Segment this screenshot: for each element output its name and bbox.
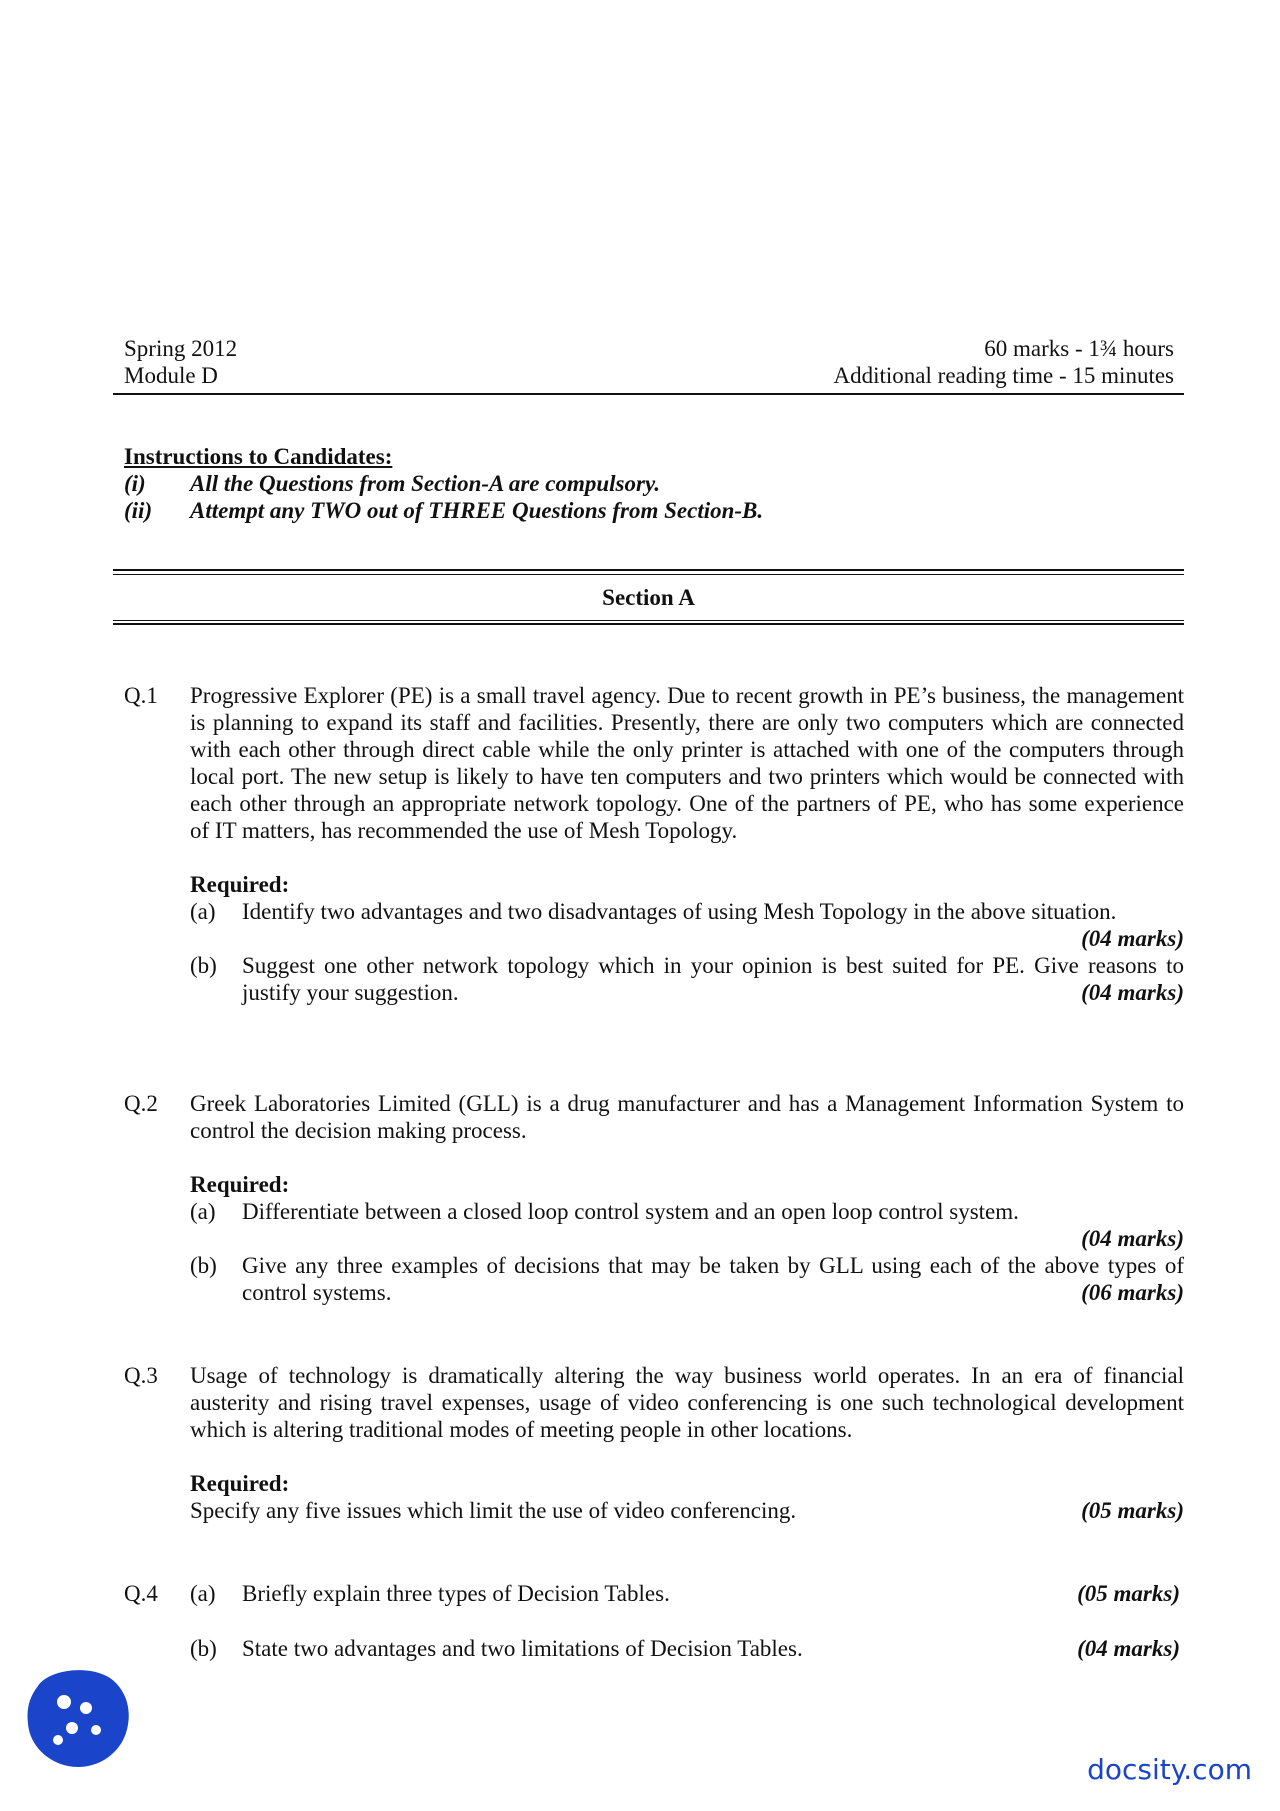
- header-divider: [113, 393, 1184, 395]
- term-label: Spring 2012: [124, 336, 238, 361]
- question-part: [124, 1198, 1184, 1252]
- header-left: [124, 335, 237, 389]
- part-label: (a): [190, 1199, 216, 1224]
- section-rule-bottom-thin: [113, 620, 1184, 621]
- instruction-item: [124, 497, 1184, 524]
- question-number: Q.2: [124, 1091, 158, 1116]
- part-text: State two advantages and two limitations of Decision Tables.: [242, 1636, 803, 1661]
- question-body: Greek Laboratories Limited (GLL) is a drug manufacturer and has a Management Information System to control the decision making process.: [190, 1091, 1184, 1143]
- part-marks: (04 marks): [1077, 1636, 1180, 1661]
- part-label: (a): [190, 899, 216, 924]
- section-rule-top: [113, 569, 1184, 571]
- part-text: Identify two advantages and two disadvantages of using Mesh Topology in the above situation.: [242, 899, 1117, 924]
- docsity-logo-icon: [18, 1658, 136, 1776]
- part-marks: (06 marks): [1081, 1280, 1184, 1305]
- part-label: (b): [190, 1636, 217, 1661]
- module-label: Module D: [124, 363, 218, 388]
- question-2: [124, 1090, 1184, 1306]
- instruction-text: All the Questions from Section-A are compulsory.: [190, 471, 661, 496]
- part-marks: (04 marks): [1081, 980, 1184, 1005]
- section-rule-bottom: [113, 623, 1184, 625]
- part-text: Differentiate between a closed loop control system and an open loop control system.: [242, 1199, 1019, 1224]
- question-part: [190, 1580, 1180, 1607]
- header-right: [834, 335, 1174, 389]
- required-label: Required:: [190, 872, 290, 897]
- question-4: [124, 1580, 1184, 1662]
- part-marks: (05 marks): [1077, 1581, 1180, 1606]
- instructions: [124, 443, 1184, 524]
- question-task: Specify any five issues which limit the use of video conferencing.: [190, 1498, 797, 1523]
- question-part: [190, 1635, 1180, 1662]
- part-text: Suggest one other network topology which in your opinion is best suited for PE. Give reasons to justify your suggestion.: [242, 953, 1184, 1005]
- question-part: [124, 952, 1184, 1006]
- docsity-brand[interactable]: docsity.com: [1087, 1753, 1252, 1786]
- required-label: Required:: [190, 1471, 290, 1496]
- part-marks: (04 marks): [1081, 1226, 1184, 1251]
- question-marks: (05 marks): [1081, 1498, 1184, 1523]
- question-part: [124, 898, 1184, 952]
- question-number: Q.3: [124, 1363, 158, 1388]
- part-label: (b): [190, 1253, 217, 1278]
- section-rule-top-thin: [113, 574, 1184, 575]
- question-body: Progressive Explorer (PE) is a small travel agency. Due to recent growth in PE’s business, the management is planning to expand its staff and facilities. Presently, there are only two computers which are connected with each other through direct cable while the only printer is attached with one of the computers through local port. The new setup is likely to have ten computers and two printers which would be connected with each other through an appropriate network topology. One of the partners of PE, who has some experience of IT matters, has recommended the use of Mesh Topology.: [190, 683, 1184, 843]
- instruction-num: (i): [124, 471, 146, 496]
- question-body: Usage of technology is dramatically altering the way business world operates. In an era of financial austerity and rising travel expenses, usage of video conferencing is one such technological development which is altering traditional modes of meeting people in other locations.: [190, 1363, 1184, 1442]
- instruction-item: [124, 470, 1184, 497]
- part-label: (b): [190, 953, 217, 978]
- required-label: Required:: [190, 1172, 290, 1197]
- marks-duration: 60 marks - 1¾ hours: [984, 336, 1174, 361]
- part-text: Briefly explain three types of Decision Tables.: [242, 1581, 670, 1606]
- part-label: (a): [190, 1581, 216, 1606]
- reading-time: Additional reading time - 15 minutes: [833, 363, 1174, 388]
- question-1: [124, 682, 1184, 1006]
- question-part: [124, 1252, 1184, 1306]
- question-number: Q.1: [124, 683, 158, 708]
- instruction-num: (ii): [124, 498, 153, 523]
- instruction-text: Attempt any TWO out of THREE Questions from Section-B.: [190, 498, 764, 523]
- part-text: Give any three examples of decisions that may be taken by GLL using each of the above types of control systems.: [242, 1253, 1184, 1305]
- question-3: [124, 1362, 1184, 1524]
- instructions-title: Instructions to Candidates:: [124, 444, 393, 469]
- question-number: Q.4: [124, 1581, 158, 1606]
- section-title: Section A: [602, 585, 695, 610]
- part-marks: (04 marks): [1081, 926, 1184, 951]
